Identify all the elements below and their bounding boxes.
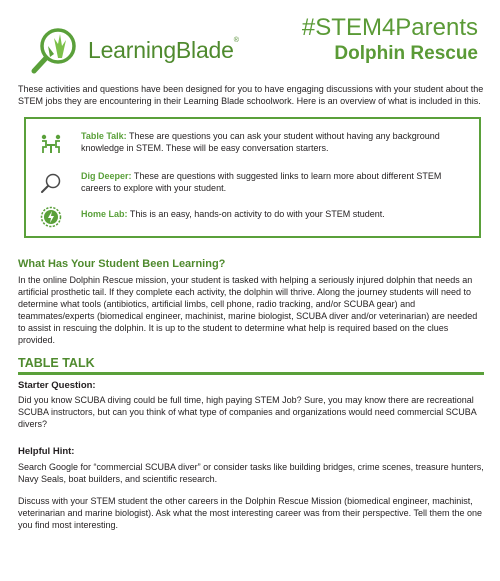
table-talk-icon	[40, 133, 62, 155]
legend-text-table-talk: Table Talk: These are questions you can ask your student without having any background knowledge in STEM. These will be easy conversation starters.	[81, 131, 440, 153]
learningblade-logo	[30, 24, 250, 76]
hashtag-title: #STEM4Parents	[301, 14, 478, 41]
learning-paragraph: In the online Dolphin Rescue mission, your student is tasked with helping a seriously injured dolphin that needs an artificial prosthetic tail. If they complete each activity, the dolphin will thrive. Along the journey students will need to determine what tools (antibiotics, artificial limbs, cell phone, radio tracking, and/or SCUBA gear) and teammates/experts (biomedical engineer, machinist, marine biologist, SCUBA diver and/or veterinarian) are needed to assist in rescuing the dolphin. It is up to the student to determine what help is required based on the clues provided.	[18, 275, 478, 345]
helpful-hint-text-1: Search Google for “commercial SCUBA diver” or consider tasks like building bridges, crime scenes, treasure hunters, Navy Seals, boat builders, and scientific research.	[18, 462, 484, 484]
starter-question-text: Did you know SCUBA diving could be full time, high paying STEM Job? Sure, you may know there are recreational SCUBA instructors, but can you think of what type of companies and organizations would need commercial SCUBA divers?	[18, 395, 477, 429]
learning-heading: What Has Your Student Been Learning?	[18, 258, 226, 270]
home-lab-icon	[40, 206, 62, 228]
intro-paragraph: These activities and questions have been designed for you to have engaging discussions with your student about the STEM jobs they are encountering in their Learning Blade schoolwork. Here is an overview of what is included in this.	[18, 84, 484, 106]
legend-text-home-lab: Home Lab: This is an easy, hands-on activity to do with your STEM student.	[81, 209, 385, 219]
helpful-hint-heading: Helpful Hint:	[18, 446, 75, 457]
helpful-hint-text-2: Discuss with your STEM student the other careers in the Dolphin Rescue Mission (biomedical engineer, machinist, veterinarian and marine biologist). Ask what the most interesting career was from their perspective. Tell them the one you find most interesting.	[18, 496, 483, 530]
logo-wordmark: LearningBlade®	[88, 37, 239, 63]
table-talk-divider	[18, 372, 484, 375]
legend-box	[24, 117, 481, 238]
table-talk-heading: TABLE TALK	[18, 356, 95, 370]
legend-text-dig-deeper: Dig Deeper: These are questions with suggested links to learn more about different STEM careers to explore with your student.	[81, 171, 442, 193]
mission-title: Dolphin Rescue	[334, 43, 478, 64]
magnifier-logo-icon	[30, 24, 86, 76]
starter-question-heading: Starter Question:	[18, 380, 96, 391]
page-header	[0, 0, 500, 80]
magnifier-icon	[40, 172, 62, 194]
